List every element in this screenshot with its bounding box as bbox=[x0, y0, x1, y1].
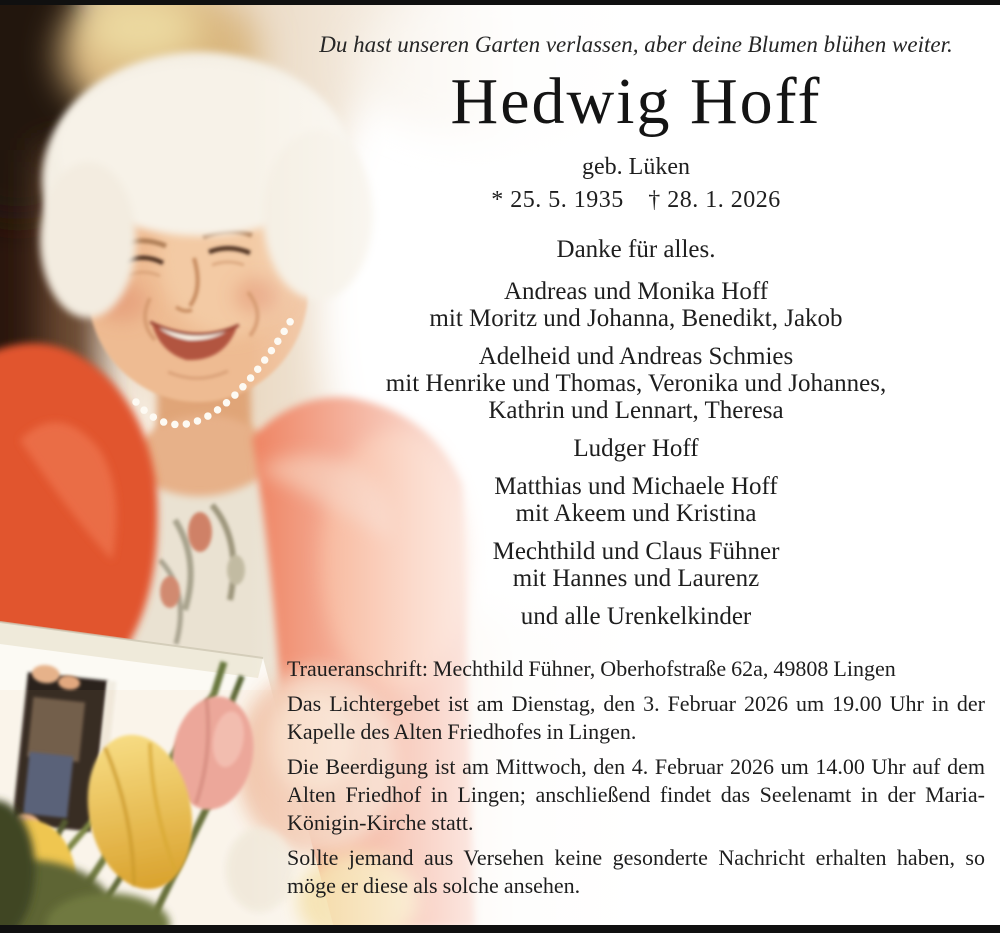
life-dates bbox=[287, 187, 985, 214]
top-rule bbox=[0, 0, 1000, 5]
family-line: mit Akeem und Kristina bbox=[515, 500, 757, 527]
death-date: † 28. 1. 2026 bbox=[648, 187, 781, 213]
family-line: mit Moritz und Johanna, Benedikt, Jakob bbox=[429, 305, 843, 332]
funeral-info bbox=[287, 655, 985, 900]
family-line: Matthias und Michaele Hoff bbox=[494, 473, 778, 500]
birth-date: * 25. 5. 1935 bbox=[491, 187, 624, 213]
deceased-name: Hedwig Hoff bbox=[450, 65, 822, 138]
thanks-line: Danke für alles. bbox=[556, 236, 716, 263]
maiden-name: geb. Lüken bbox=[582, 154, 690, 180]
obituary-content bbox=[287, 0, 985, 933]
family-line: Kathrin und Lennart, Theresa bbox=[488, 397, 784, 424]
family-line: mit Henrike und Thomas, Veronika und Johannes, bbox=[385, 370, 887, 397]
family-line: Andreas und Monika Hoff bbox=[503, 278, 769, 305]
family-line: mit Hannes und Laurenz bbox=[512, 565, 760, 592]
family-line: und alle Urenkelkinder bbox=[520, 603, 752, 630]
woman-hair-left bbox=[40, 162, 136, 318]
family-line: Adelheid und Andreas Schmies bbox=[478, 343, 794, 370]
notice-paragraph-beerdigung: Die Beerdigung ist am Mittwoch, den 4. Februar 2026 um 14.00 Uhr auf dem Alten Friedhof in Lingen; anschließend findet das Seelenamt in der Maria-Königin-Kirche statt. bbox=[287, 754, 985, 835]
epigraph: Du hast unseren Garten verlassen, aber deine Blumen blühen weiter. bbox=[319, 32, 953, 57]
bottom-rule bbox=[0, 925, 1000, 933]
notice-paragraph-lichtergebet: Das Lichtergebet ist am Dienstag, den 3. Februar 2026 um 19.00 Uhr in der Kapelle des Alten Friedhofes in Lingen. bbox=[287, 691, 985, 744]
family-line: Mechthild und Claus Fühner bbox=[492, 538, 780, 565]
family-line: Ludger Hoff bbox=[573, 435, 699, 462]
family-list bbox=[287, 278, 985, 630]
notice-paragraph-hinweis: Sollte jemand aus Versehen keine gesonderte Nachricht erhalten haben, so möge er diese als solche ansehen. bbox=[287, 845, 985, 898]
mourning-address: Traueranschrift: Mechthild Fühner, Oberhofstraße 62a, 49808 Lingen bbox=[287, 656, 896, 681]
